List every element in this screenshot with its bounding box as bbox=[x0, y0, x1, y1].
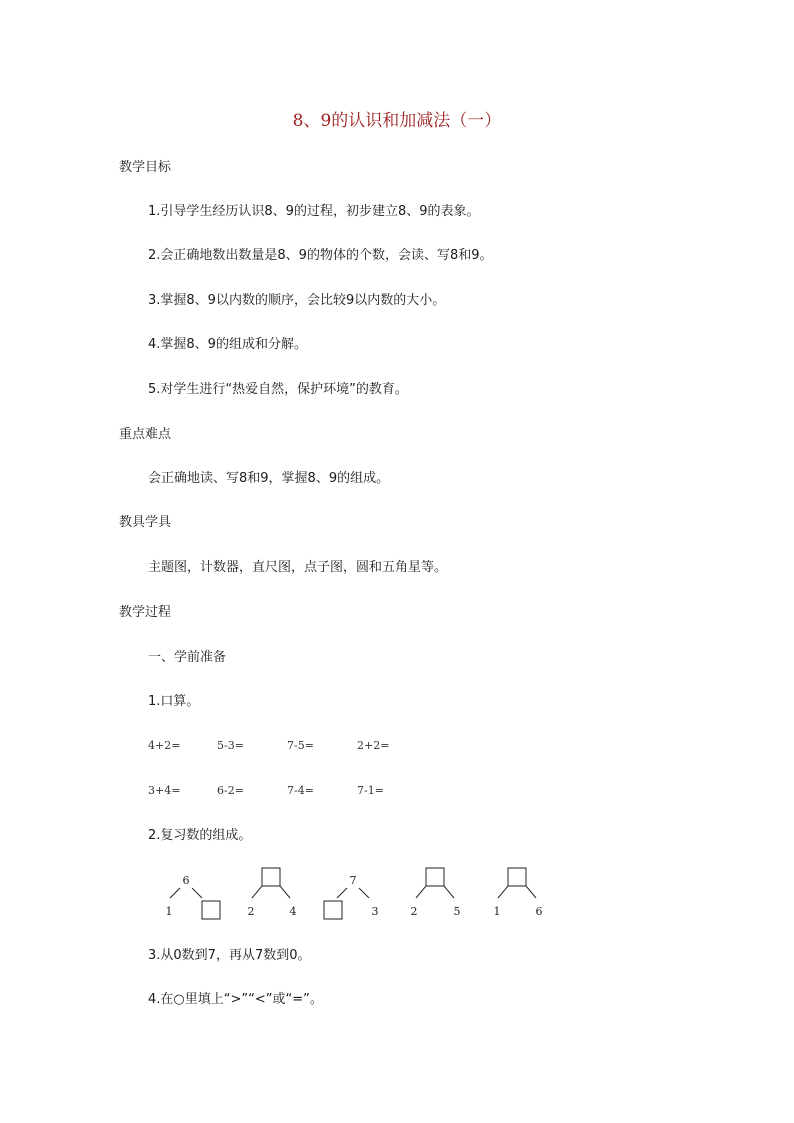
key-points-text: 会正确地读、写8和9，掌握8、9的组成。 bbox=[148, 471, 390, 486]
process-step-4: 4.在○里填上“>”“<”或“=”。 bbox=[148, 992, 323, 1007]
process-step-2: 2.复习数的组成。 bbox=[148, 828, 252, 843]
number-composition-diagram bbox=[150, 864, 570, 924]
composition-top: 7 bbox=[349, 874, 357, 887]
arith-expr: 7-1= bbox=[357, 784, 384, 797]
process-subheading: 一、学前准备 bbox=[148, 650, 227, 665]
composition-left: 2 bbox=[410, 905, 418, 918]
goal-item: 2.会正确地数出数量是8、9的物体的个数，会读、写8和9。 bbox=[148, 248, 493, 263]
composition-right: 5 bbox=[453, 905, 461, 918]
goal-item: 5.对学生进行“热爱自然，保护环境”的教育。 bbox=[148, 382, 408, 397]
blank-box bbox=[202, 901, 220, 919]
blank-box bbox=[508, 868, 526, 886]
arith-expr: 2+2= bbox=[357, 739, 390, 752]
composition-group bbox=[248, 868, 297, 918]
arith-expr: 4+2= bbox=[148, 739, 181, 752]
composition-group bbox=[494, 868, 543, 918]
composition-group bbox=[166, 874, 221, 919]
section-heading-process: 教学过程 bbox=[119, 605, 172, 620]
arith-expr: 5-3= bbox=[217, 739, 244, 752]
composition-right: 6 bbox=[535, 905, 543, 918]
composition-group bbox=[411, 868, 461, 918]
arith-expr: 6-2= bbox=[217, 784, 244, 797]
tools-text: 主题图，计数器，直尺图，点子图，圆和五角星等。 bbox=[148, 560, 448, 575]
goal-item: 3.掌握8、9以内数的顺序，会比较9以内数的大小。 bbox=[148, 293, 446, 308]
blank-box bbox=[426, 868, 444, 886]
composition-left: 1 bbox=[165, 905, 173, 918]
section-heading-key-points: 重点难点 bbox=[119, 427, 172, 442]
arith-expr: 7-5= bbox=[287, 739, 314, 752]
process-step-1: 1.口算。 bbox=[148, 694, 200, 709]
blank-box bbox=[262, 868, 280, 886]
arith-expr: 3+4= bbox=[148, 784, 181, 797]
composition-top: 6 bbox=[182, 874, 190, 887]
section-heading-goals: 教学目标 bbox=[119, 160, 172, 175]
blank-box bbox=[324, 901, 342, 919]
goal-item: 1.引导学生经历认识8、9的过程，初步建立8、9的表象。 bbox=[148, 204, 480, 219]
composition-left: 1 bbox=[493, 905, 501, 918]
section-heading-tools: 教具学具 bbox=[119, 515, 172, 530]
composition-left: 2 bbox=[247, 905, 255, 918]
process-step-3: 3.从0数到7，再从7数到0。 bbox=[148, 948, 311, 963]
composition-group bbox=[324, 874, 379, 919]
arith-expr: 7-4= bbox=[287, 784, 314, 797]
goal-item: 4.掌握8、9的组成和分解。 bbox=[148, 337, 307, 352]
composition-right: 3 bbox=[371, 905, 379, 918]
document-title: 8、9的认识和加减法（一） bbox=[292, 111, 502, 131]
composition-right: 4 bbox=[289, 905, 297, 918]
